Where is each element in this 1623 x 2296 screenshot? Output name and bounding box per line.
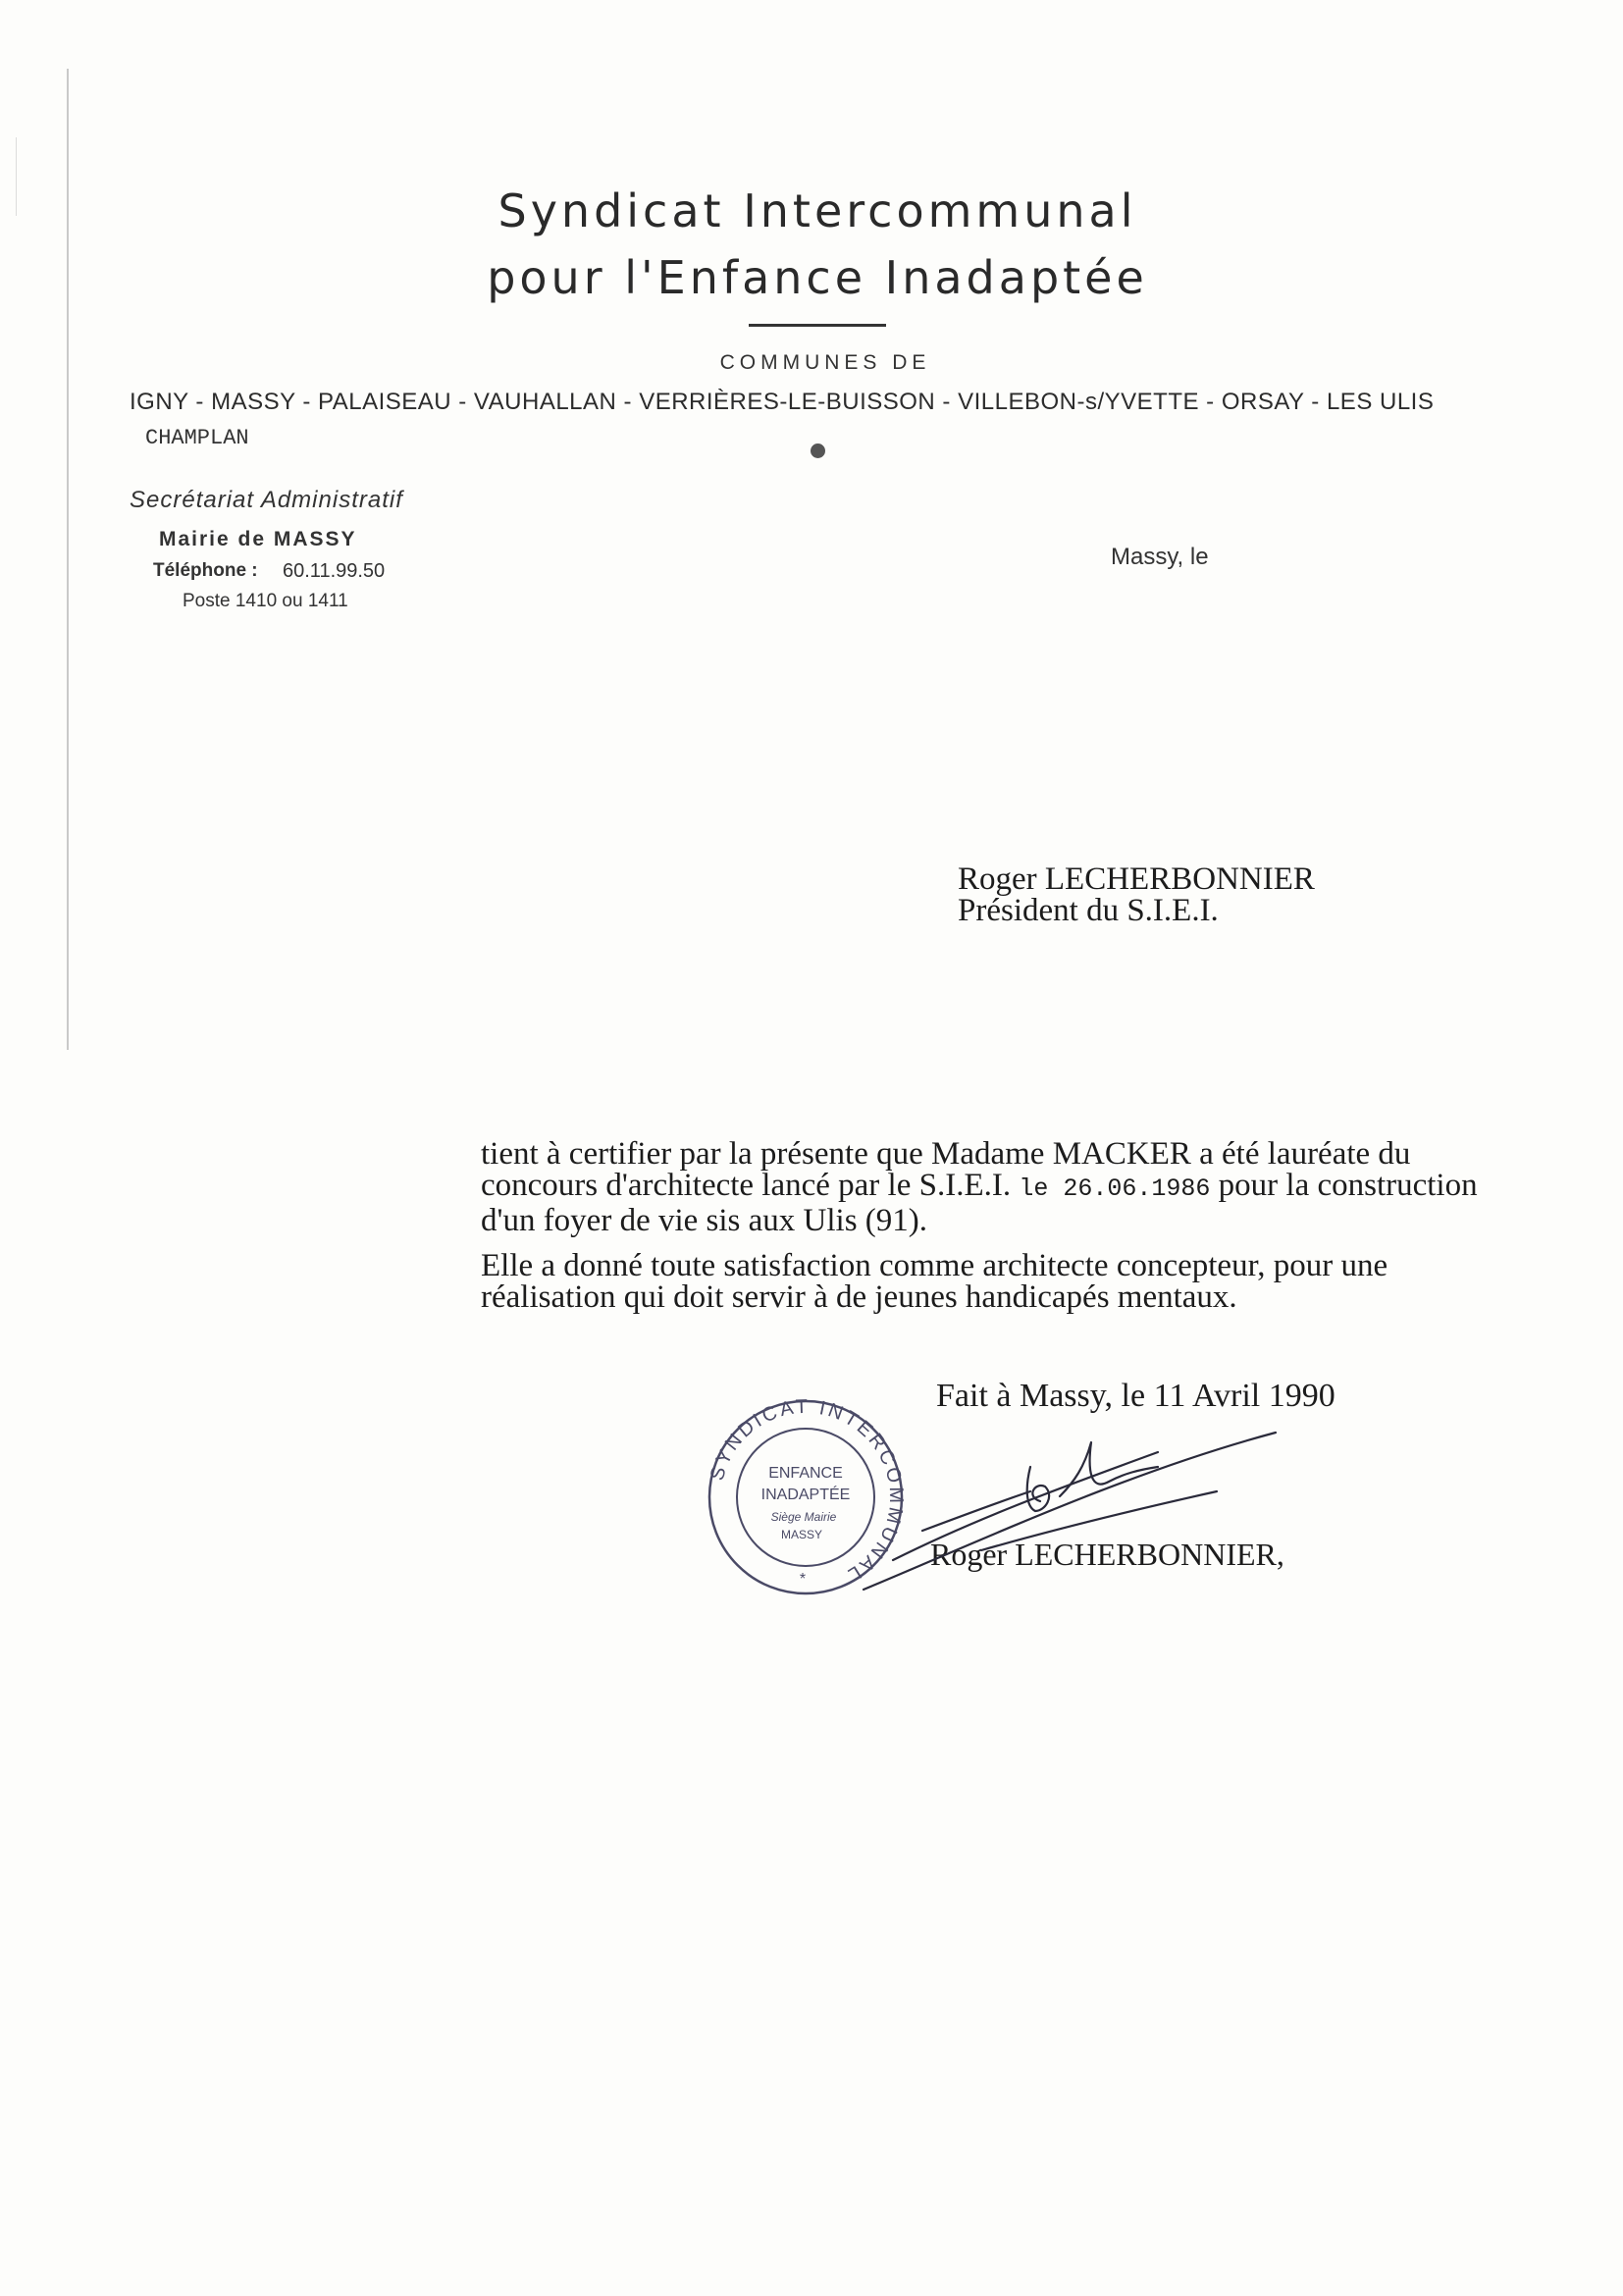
communes-title: COMMUNES DE: [719, 351, 931, 374]
closing-place-date: Fait à Massy, le 11 Avril 1990: [936, 1378, 1335, 1414]
header-divider: [749, 324, 886, 327]
body-p1-text-a: tient à certifier par la présente que Madame MACKER a été lauréate du concours d'architecte lancé par le S.I.E.I.: [481, 1136, 1411, 1203]
body-paragraph-1: [481, 1138, 1492, 1236]
header-bullet: [811, 444, 825, 458]
telephone-number: 60.11.99.50: [283, 560, 386, 582]
body-paragraph-2: Elle a donné toute satisfaction comme architecte concepteur, pour une réalisation qui doit servir à de jeunes handicapés mentaux.: [481, 1248, 1388, 1315]
body-p1-date: le 26.06.1986: [1019, 1174, 1211, 1203]
stamp-ring-text: SYNDICAT INTERCOMMUNAL: [706, 1399, 908, 1588]
president-name: Roger LECHERBONNIER: [958, 861, 1315, 897]
communes-extra: CHAMPLAN: [145, 426, 249, 450]
communes-list: IGNY - MASSY - PALAISEAU - VAUHALLAN - VERRIÈRES-LE-BUISSON - VILLEBON-s/YVETTE - ORSAY - LES ULIS: [130, 389, 1435, 415]
place-date-line: Massy, le: [1111, 544, 1209, 570]
poste-extension: Poste 1410 ou 1411: [183, 591, 348, 611]
body-p1-text-b: pour la construction d'un foyer de vie sis aux Ulis (91).: [481, 1168, 1478, 1238]
mairie-label: Mairie de MASSY: [159, 528, 357, 550]
stamp-line-1: ENFANCE: [768, 1465, 843, 1482]
signatory-name: Roger LECHERBONNIER,: [930, 1537, 1284, 1572]
stamp-line-2: INADAPTÉE: [760, 1487, 851, 1503]
stamp-star-icon: *: [799, 1571, 807, 1588]
telephone-label: Téléphone :: [153, 560, 258, 581]
stamp-line-3: Siège Mairie: [770, 1510, 837, 1524]
handwritten-signature: [834, 1413, 1305, 1609]
president-title: Président du S.I.E.I.: [958, 893, 1219, 928]
stamp-line-4: MASSY: [780, 1528, 823, 1541]
org-name-line2: pour l'Enfance Inadaptée: [487, 251, 1148, 304]
secretariat-label: Secrétariat Administratif: [130, 487, 403, 513]
org-name-line1: Syndicat Intercommunal: [497, 184, 1137, 237]
